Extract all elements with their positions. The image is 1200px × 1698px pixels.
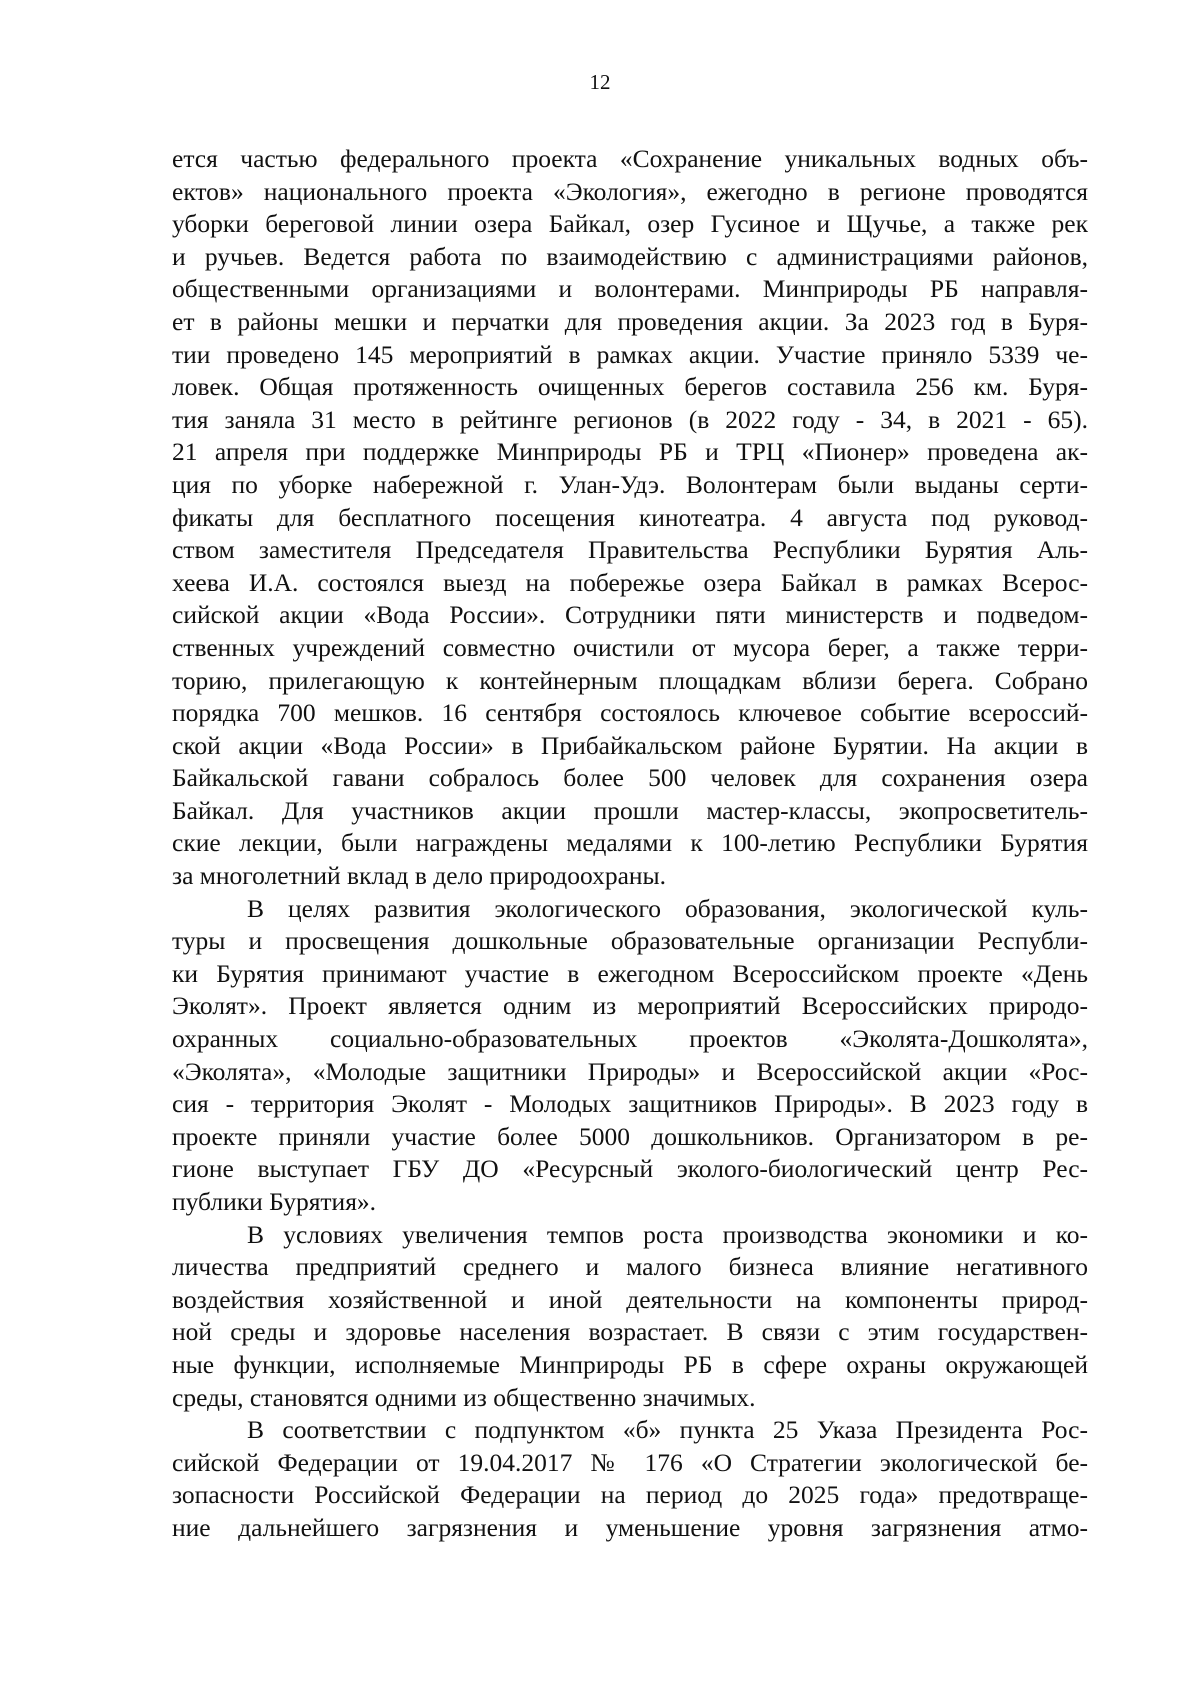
text-line: торию, прилегающую к контейнерным площадкам вблизи берега. Собрано <box>172 665 1088 695</box>
text-line: ством заместителя Председателя Правительства Республики Бурятия Аль- <box>172 535 1088 565</box>
text-line: общественными организациями и волонтерами. Минприроды РБ направля- <box>172 274 1088 304</box>
text-line: ет в районы мешки и перчатки для проведения акции. За 2023 год в Буря- <box>172 306 1088 336</box>
text-line: и ручьев. Ведется работа по взаимодействию с администрациями районов, <box>172 241 1088 271</box>
text-line: Эколят». Проект является одним из мероприятий Всероссийских природо- <box>172 991 1088 1021</box>
text-line: воздействия хозяйственной и иной деятельности на компоненты природ- <box>172 1284 1088 1314</box>
text-line: ется частью федерального проекта «Сохранение уникальных водных объ- <box>172 144 1088 173</box>
text-line: ской акции «Вода России» в Прибайкальском районе Бурятии. На акции в <box>172 730 1088 760</box>
text-line: ние дальнейшего загрязнения и уменьшение уровня загрязнения атмо- <box>172 1512 1088 1542</box>
text-line: В соответствии с подпунктом «б» пункта 25 Указа Президента Рос- <box>247 1415 1088 1445</box>
text-line: туры и просвещения дошкольные образовательные организации Республи- <box>172 926 1088 956</box>
text-line: В условиях увеличения темпов роста производства экономики и ко- <box>247 1219 1088 1249</box>
document-body <box>172 143 1088 1545</box>
text-line: хеева И.А. состоялся выезд на побережье озера Байкал в рамках Всерос- <box>172 567 1088 597</box>
text-line: 21 апреля при поддержке Минприроды РБ и ТРЦ «Пионер» проведена ак- <box>172 437 1088 467</box>
text-line: сийской Федерации от 19.04.2017 № 176 «О Стратегии экологической бе- <box>172 1447 1088 1477</box>
text-line: зопасности Российской Федерации на период до 2025 года» предотвраще- <box>172 1480 1088 1510</box>
text-line: публики Бурятия». <box>172 1187 377 1216</box>
text-line: Байкальской гавани собралось более 500 человек для сохранения озера <box>172 763 1088 793</box>
text-line: порядка 700 мешков. 16 сентября состоялось ключевое событие всероссий- <box>172 698 1088 728</box>
text-line: гионе выступает ГБУ ДО «Ресурсный эколого-биологический центр Рес- <box>172 1154 1088 1184</box>
text-line: тия заняла 31 место в рейтинге регионов (в 2022 году - 34, в 2021 - 65). <box>172 404 1088 434</box>
text-line: ственных учреждений совместно очистили от мусора берег, а также терри- <box>172 632 1088 662</box>
text-line: сия - территория Эколят - Молодых защитников Природы». В 2023 году в <box>172 1089 1088 1119</box>
text-line: личества предприятий среднего и малого бизнеса влияние негативного <box>172 1252 1088 1282</box>
text-line: фикаты для бесплатного посещения кинотеатра. 4 августа под руковод- <box>172 502 1088 532</box>
text-line: ция по уборке набережной г. Улан-Удэ. Волонтерам были выданы серти- <box>172 469 1088 499</box>
text-line: среды, становятся одними из общественно значимых. <box>172 1382 756 1412</box>
text-line: сийской акции «Вода России». Сотрудники пяти министерств и подведом- <box>172 600 1088 630</box>
text-line: ной среды и здоровье населения возрастает. В связи с этим государствен- <box>172 1317 1088 1347</box>
text-line: тии проведено 145 мероприятий в рамках акции. Участие приняло 5339 че- <box>172 339 1088 369</box>
text-line: В целях развития экологического образования, экологической куль- <box>247 893 1088 923</box>
text-line: «Эколята», «Молодые защитники Природы» и Всероссийской акции «Рос- <box>172 1056 1088 1086</box>
text-line: ские лекции, были награждены медалями к 100-летию Республики Бурятия <box>172 828 1088 858</box>
text-line: за многолетний вклад в дело природоохраны. <box>172 861 667 891</box>
text-line: Байкал. Для участников акции прошли мастер-классы, экопросветитель- <box>172 795 1088 825</box>
text-line: охранных социально-образовательных проектов «Эколята-Дошколята», <box>172 1024 1088 1054</box>
text-line: уборки береговой линии озера Байкал, озер Гусиное и Щучье, а также рек <box>172 209 1088 239</box>
text-line: проекте приняли участие более 5000 дошкольников. Организатором в ре- <box>172 1121 1088 1151</box>
text-line: ловек. Общая протяженность очищенных берегов составила 256 км. Буря- <box>172 372 1088 402</box>
page-number: 12 <box>589 70 611 94</box>
text-line: ектов» национального проекта «Экология», ежегодно в регионе проводятся <box>172 176 1088 206</box>
text-line: ки Бурятия принимают участие в ежегодном Всероссийском проекте «День <box>172 958 1088 988</box>
text-line: ные функции, исполняемые Минприроды РБ в сфере охраны окружающей <box>172 1349 1088 1379</box>
